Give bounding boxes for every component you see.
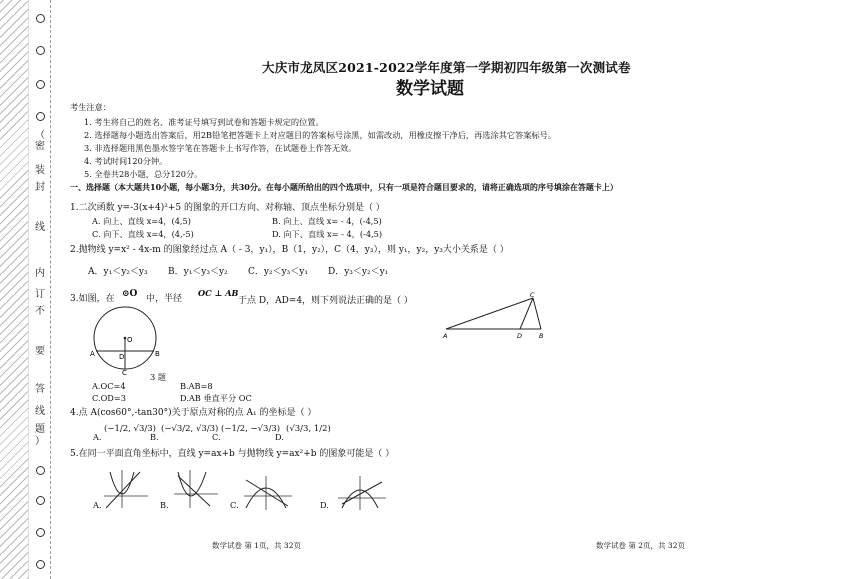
label-o: O (127, 336, 133, 344)
note-item: 4. 考试时间120分钟。 (84, 156, 168, 166)
binding-hole (30, 466, 50, 475)
q2-option-a: A．y₁＜y₂＜y₃ (88, 267, 148, 277)
binding-char: 密 (35, 141, 45, 152)
binding-char: 装 (35, 165, 45, 176)
q3-circle-figure (86, 304, 176, 376)
q2-option-d: D．y₃＜y₂＜y₁ (328, 267, 389, 277)
notes-heading: 考生注意： (70, 102, 111, 112)
binding-hole (30, 496, 50, 505)
binding-char: 内 (35, 268, 45, 279)
label-a: A (90, 350, 95, 358)
q4-label-c: C. (212, 432, 221, 442)
q1-option-a: A. 向上、直线 x=4，(4,5) (92, 216, 191, 226)
label-b: B (155, 350, 160, 358)
q1-stem: 1.二次函数 y=-3(x+4)²+5 的图象的开口方向、对称轴、顶点坐标分别是（ ） (70, 203, 385, 213)
binding-hole (30, 112, 50, 121)
note-item: 1. 考生将自己的姓名、准考证号填写到试卷和答题卡规定的位置。 (84, 117, 324, 127)
q5-graph-c (240, 474, 296, 512)
q5-graph-b (170, 468, 222, 510)
q3-figure-caption: 3 题 (150, 372, 166, 382)
footer-left: 数学试卷 第 1页，共 32页 (212, 541, 301, 550)
q3-circle-symbol: ⊙O (122, 289, 138, 299)
q3-stem-a: 3.如图，在 (70, 294, 115, 304)
tri-side-cb (533, 298, 541, 329)
q4-label-b: B. (150, 432, 159, 442)
binding-hole (30, 80, 50, 89)
q3-option-c: C.OD=3 (92, 393, 126, 403)
q4-label-a: A. (93, 432, 102, 442)
q4-option-a: (−1/2, √3/3) (104, 424, 156, 434)
tri-side-cd (520, 298, 533, 329)
q1-option-b: B. 向上、直线 x= - 4，(-4,5) (272, 216, 382, 226)
q3-perp: OC ⊥ AB (198, 288, 239, 298)
q3-triangle-figure (440, 290, 552, 340)
q4-option-d: (√3/3, 1/2) (286, 424, 331, 434)
binding-char: 题 (35, 424, 45, 435)
q4-option-c: (−1/2, −√3/3) (221, 424, 281, 434)
q5-label-d: D. (320, 500, 329, 510)
binding-char: （ (35, 130, 45, 141)
q3-stem-b: 中，半径 (146, 294, 183, 304)
binding-hole (30, 46, 50, 55)
q5-graph-d (334, 474, 390, 512)
label-d: D (119, 353, 125, 361)
q2-stem: 2.抛物线 y=x² - 4x-m 的图象经过点 A（ - 3，y₁），B（1，y₂），C（4，y₃），则 y₁，y₂，y₃大小关系是（ ） (70, 245, 509, 255)
tri-label-d: D (517, 332, 523, 340)
footer-right: 数学试卷 第 2页，共 32页 (596, 541, 685, 550)
binding-char: 订 (35, 289, 45, 300)
binding-dashed-line (50, 0, 51, 579)
q2-option-c: C．y₂＜y₃＜y₁ (248, 267, 308, 277)
q5-label-a: A. (93, 500, 102, 510)
q3-option-b: B.AB=8 (180, 381, 213, 391)
q2-option-b: B．y₁＜y₃＜y₂ (168, 267, 228, 277)
q5-label-b: B. (160, 500, 169, 510)
binding-char: 要 (35, 346, 45, 357)
tri-side-ac (446, 298, 533, 329)
label-c: C (122, 369, 127, 376)
binding-hole (30, 528, 50, 537)
tri-label-c: C (530, 291, 535, 299)
binding-char: 线 (35, 406, 45, 417)
q4-option-b: (−√3/2, √3/3) (161, 424, 219, 434)
q4-stem: 4.点 A(cos60°,-tan30°)关于原点对称的点 A₁ 的坐标是（ ） (70, 408, 317, 418)
tri-label-b: B (539, 332, 544, 340)
q1-option-d: D. 向下、直线 x= - 4，(-4,5) (272, 229, 383, 239)
q3-stem-c: 于点 D，AD=4，则下列说法正确的是（ ） (238, 296, 413, 306)
subject-title: 数学试题 (396, 79, 464, 99)
note-item: 2. 选择题每小题选出答案后，用2B铅笔把答题卡上对应题目的答案标号涂黑，如需改动，用橡皮擦干净后，再选涂其它答案标号。 (84, 130, 556, 140)
binding-char: 答 (35, 384, 45, 395)
exam-title: 大庆市龙凤区2021-2022学年度第一学期初四年级第一次测试卷 (262, 60, 631, 75)
center-point (124, 337, 127, 340)
q3-option-a: A.OC=4 (92, 381, 126, 391)
q1-option-c: C. 向下、直线 x=4，(4,-5) (92, 229, 194, 239)
section-heading: 一、选择题（本大题共10小题，每小题3分，共30分。在每小题所给出的四个选项中，只有一项是符合题目要求的，请将正确选项的序号填涂在答题卡上） (70, 182, 618, 192)
binding-char: 不 (35, 306, 45, 317)
q5-label-c: C. (230, 500, 239, 510)
q5-graph-a (100, 468, 152, 510)
note-item: 3. 非选择题用黑色墨水签字笔在答题卡上书写作答，在试题卷上作答无效。 (84, 143, 357, 153)
note-item: 5. 全卷共28小题，总分120分。 (84, 169, 203, 179)
q4-label-d: D. (275, 432, 284, 442)
binding-hole (30, 14, 50, 23)
q3-option-d: D.AB 垂直平分 OC (180, 393, 252, 403)
q5-stem: 5.在同一平面直角坐标中，直线 y=ax+b 与抛物线 y=ax²+b 的图象可能是（ ） (70, 449, 395, 459)
binding-margin (28, 0, 52, 579)
binding-char: 线 (35, 222, 45, 233)
tri-label-a: A (443, 332, 448, 340)
binding-char: 封 (35, 182, 45, 193)
binding-hatch (0, 0, 29, 579)
binding-hole (30, 560, 50, 569)
binding-char: ） (35, 436, 45, 447)
